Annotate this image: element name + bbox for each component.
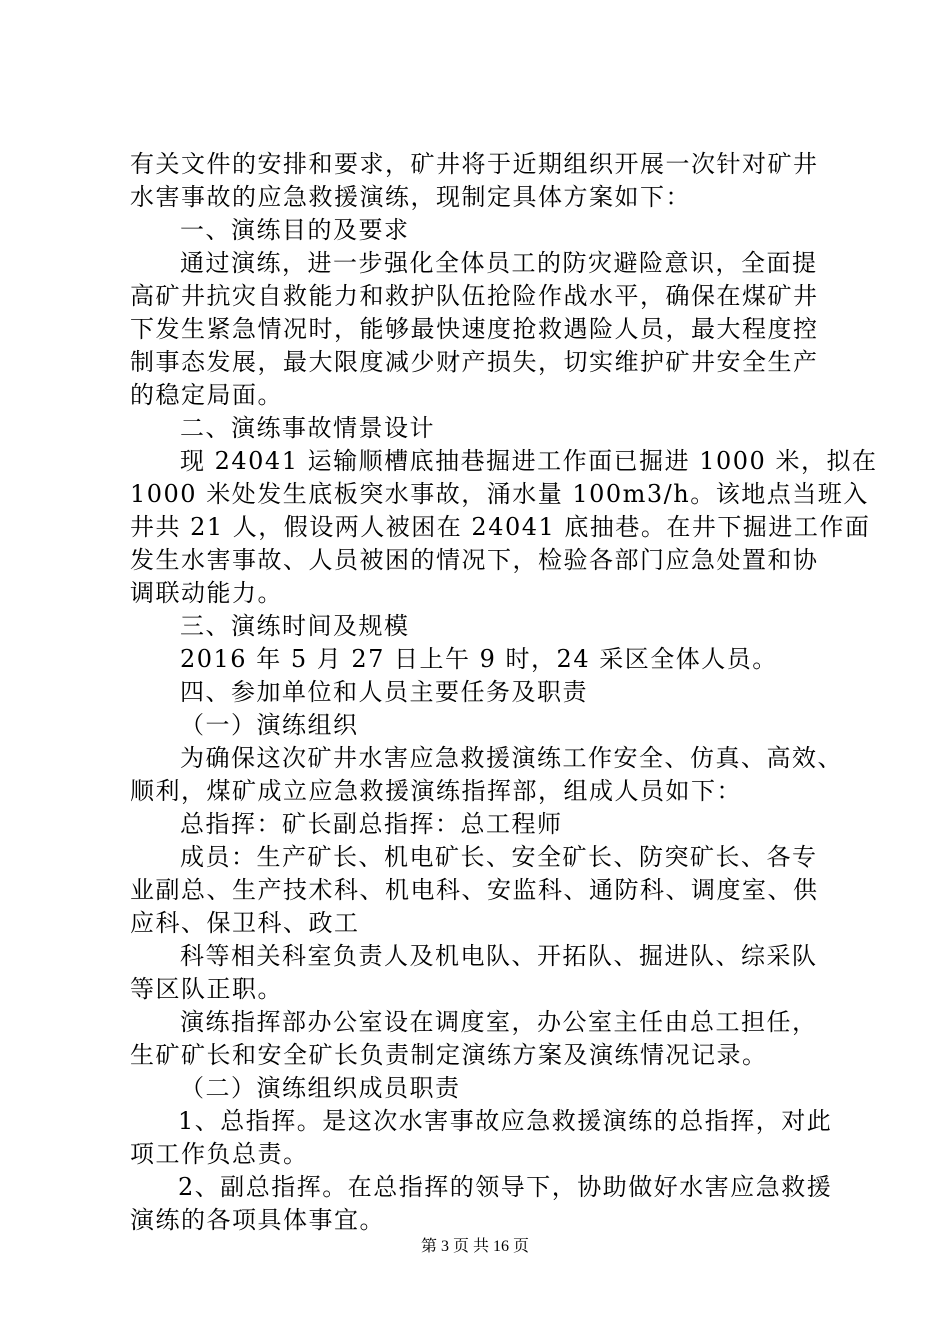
text-line: 2016 年 5 月 27 日上午 9 时，24 采区全体人员。 <box>180 645 778 673</box>
section-heading: 四、参加单位和人员主要任务及职责 <box>180 678 588 706</box>
text-line: 高矿井抗灾自救能力和救护队伍抢险作战水平，确保在煤矿井 <box>130 282 819 310</box>
section-heading: 二、演练事故情景设计 <box>180 414 435 442</box>
text-line: 1000 米处发生底板突水事故，涌水量 100m3/h。该地点当班入 <box>130 480 869 508</box>
text-line: 水害事故的应急救援演练，现制定具体方案如下： <box>130 183 691 211</box>
text-line: 生矿矿长和安全矿长负责制定演练方案及演练情况记录。 <box>130 1041 768 1069</box>
text-line: 调联动能力。 <box>130 579 283 607</box>
text-line: 井共 21 人，假设两人被困在 24041 底抽巷。在井下掘进工作面 <box>130 513 871 541</box>
text-line: 有关文件的安排和要求，矿井将于近期组织开展一次针对矿井 <box>130 150 819 178</box>
text-line: 为确保这次矿井水害应急救援演练工作安全、仿真、高效、 <box>180 744 843 772</box>
text-line: 顺利，煤矿成立应急救援演练指挥部，组成人员如下： <box>130 777 742 805</box>
text-line: 总指挥：矿长副总指挥：总工程师 <box>180 810 563 838</box>
text-line: 1、总指挥。是这次水害事故应急救援演练的总指挥，对此 <box>178 1107 833 1135</box>
text-line: 成员：生产矿长、机电矿长、安全矿长、防突矿长、各专 <box>180 843 818 871</box>
text-line: 科等相关科室负责人及机电队、开拓队、掘进队、综采队 <box>180 942 818 970</box>
text-line: 发生水害事故、人员被困的情况下，检验各部门应急处置和协 <box>130 546 819 574</box>
section-heading: 三、演练时间及规模 <box>180 612 410 640</box>
text-line: 下发生紧急情况时，能够最快速度抢救遇险人员，最大程度控 <box>130 315 819 343</box>
text-line: 演练指挥部办公室设在调度室，办公室主任由总工担任， <box>180 1008 818 1036</box>
document-body <box>130 148 878 1237</box>
text-line: 等区队正职。 <box>130 975 283 1003</box>
text-line: 演练的各项具体事宜。 <box>130 1206 385 1234</box>
text-line: 业副总、生产技术科、机电科、安监科、通防科、调度室、供 <box>130 876 819 904</box>
text-line: 通过演练，进一步强化全体员工的防灾避险意识，全面提 <box>180 249 818 277</box>
text-line: 现 24041 运输顺槽底抽巷掘进工作面已掘进 1000 米，拟在 <box>180 447 878 475</box>
text-line: 应科、保卫科、政工 <box>130 909 360 937</box>
page-number-footer: 第 3 页 共 16 页 <box>420 1238 529 1255</box>
subsection-heading: （二）演练组织成员职责 <box>180 1074 461 1102</box>
text-line: 制事态发展，最大限度减少财产损失，切实维护矿井安全生产 <box>130 348 819 376</box>
section-heading: 一、演练目的及要求 <box>180 216 410 244</box>
text-line: 项工作负总责。 <box>130 1140 309 1168</box>
subsection-heading: （一）演练组织 <box>180 711 359 739</box>
text-line: 的稳定局面。 <box>130 381 283 409</box>
text-line: 2、副总指挥。在总指挥的领导下，协助做好水害应急救援 <box>178 1173 833 1201</box>
